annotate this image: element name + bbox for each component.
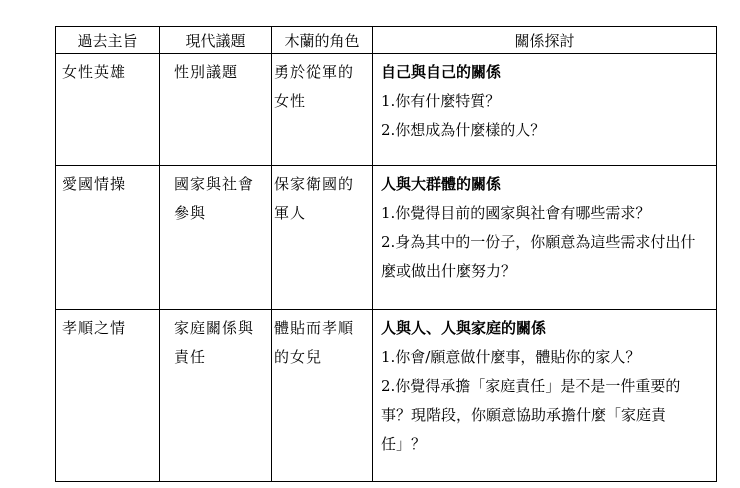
modern-issue-text: 家庭關係與責任 — [174, 319, 255, 366]
question: 1.你有什麼特質？ — [381, 92, 501, 110]
cell-mulan-role — [272, 310, 373, 482]
table-row — [56, 54, 717, 166]
cell-modern-issue — [160, 310, 272, 482]
question: 1.你覺得目前的國家與社會有哪些需求？ — [381, 204, 651, 222]
modern-issue-text: 性別議題 — [174, 63, 239, 81]
past-theme-text: 愛國情操 — [62, 175, 127, 193]
cell-past-theme — [56, 166, 160, 310]
mulan-role-text: 體貼而孝順的女兒 — [274, 319, 355, 366]
cell-mulan-role — [272, 54, 373, 166]
past-theme-text: 孝順之情 — [62, 319, 127, 337]
mulan-role-text: 勇於從軍的女性 — [274, 63, 355, 110]
cell-past-theme — [56, 310, 160, 482]
relationship-title: 人與人、人與家庭的關係 — [381, 319, 547, 337]
past-theme-text: 女性英雄 — [62, 63, 127, 81]
question: 2.身為其中的一份子，你願意為這些需求付出什麼或做出什麼努力？ — [381, 233, 696, 280]
header-modern-issue: 現代議題 — [160, 27, 272, 54]
relationship-title: 人與大群體的關係 — [381, 175, 502, 193]
table-row — [56, 166, 717, 310]
cell-relationship — [373, 54, 717, 166]
question: 1.你會/願意做什麼事，體貼你的家人？ — [381, 348, 641, 366]
cell-relationship — [373, 166, 717, 310]
cell-modern-issue — [160, 54, 272, 166]
cell-relationship — [373, 310, 717, 482]
question: 2.你想成為什麼樣的人？ — [381, 121, 546, 139]
relationship-title: 自己與自己的關係 — [381, 63, 502, 81]
cell-past-theme — [56, 54, 160, 166]
modern-issue-text: 國家與社會參與 — [174, 175, 255, 222]
table-row — [56, 310, 717, 482]
header-past-theme: 過去主旨 — [56, 27, 160, 54]
relationship-table — [55, 26, 717, 482]
header-relationship: 關係探討 — [373, 27, 717, 54]
cell-mulan-role — [272, 166, 373, 310]
header-row — [56, 27, 717, 54]
header-mulan-role: 木蘭的角色 — [272, 27, 373, 54]
mulan-role-text: 保家衛國的軍人 — [274, 175, 355, 222]
cell-modern-issue — [160, 166, 272, 310]
question: 2.你覺得承擔「家庭責任」是不是一件重要的事？現階段，你願意協助承擔什麼「家庭責任」？ — [381, 377, 681, 453]
